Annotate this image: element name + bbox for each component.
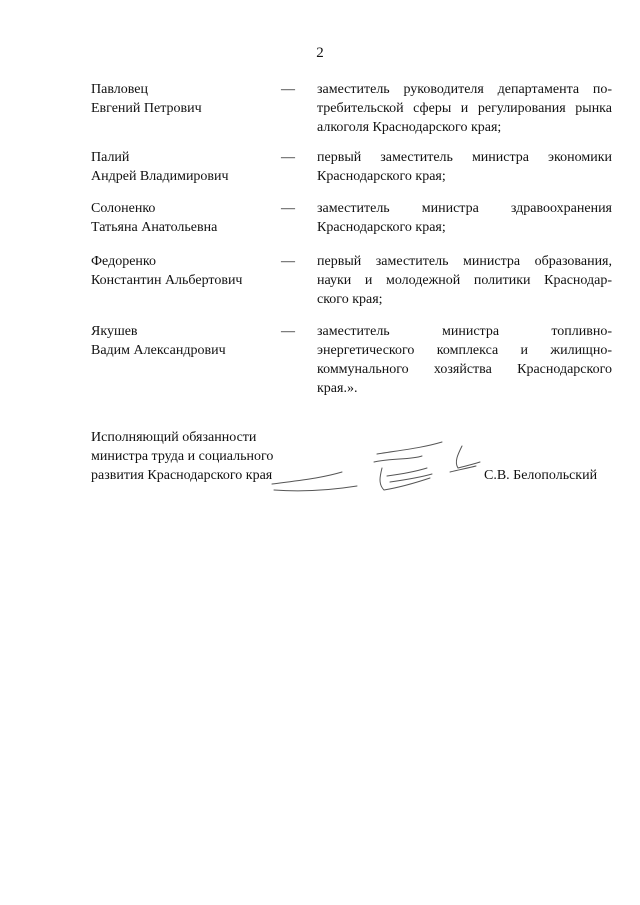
- given-names: Андрей Владимирович: [91, 169, 229, 184]
- role-line: заместитель министра топливно-: [317, 324, 612, 339]
- role-line: ского края;: [317, 292, 383, 307]
- signatory-title: [91, 428, 273, 485]
- role-line: науки и молодежной политики Краснодар-: [317, 273, 612, 288]
- person-name: [91, 252, 281, 290]
- role-line: края.».: [317, 381, 358, 396]
- title-line: министра труда и социального: [91, 449, 274, 464]
- role-line: заместитель руководителя департамента по-: [317, 82, 612, 97]
- dash: —: [281, 324, 295, 339]
- signatory-name: С.В. Белопольский: [484, 468, 598, 483]
- role-line: требительской сферы и регулирования рынка: [317, 101, 612, 116]
- position-description: [317, 199, 612, 237]
- dash: —: [281, 150, 295, 165]
- person-name: [91, 148, 281, 186]
- role-line: энергетического комплекса и жилищно-: [317, 343, 612, 358]
- surname: Павловец: [91, 82, 148, 97]
- handwritten-signature: [262, 432, 492, 502]
- role-line: коммунального хозяйства Краснодарского: [317, 362, 612, 377]
- surname: Солоненко: [91, 201, 156, 216]
- position-description: [317, 252, 612, 309]
- surname: Якушев: [91, 324, 138, 339]
- person-name: [91, 322, 281, 360]
- title-line: Исполняющий обязанности: [91, 430, 257, 445]
- surname: Палий: [91, 150, 130, 165]
- role-line: Краснодарского края;: [317, 220, 446, 235]
- given-names: Татьяна Анатольевна: [91, 220, 218, 235]
- role-line: алкоголя Краснодарского края;: [317, 120, 502, 135]
- role-line: первый заместитель министра образования,: [317, 254, 612, 269]
- role-line: первый заместитель министра экономики: [317, 150, 612, 165]
- surname: Федоренко: [91, 254, 157, 269]
- given-names: Вадим Александрович: [91, 343, 226, 358]
- page-number: 2: [316, 45, 324, 61]
- given-names: Евгений Петрович: [91, 101, 202, 116]
- given-names: Константин Альбертович: [91, 273, 243, 288]
- position-description: [317, 322, 612, 398]
- dash: —: [281, 82, 295, 97]
- position-description: [317, 148, 612, 186]
- person-name: [91, 80, 281, 118]
- role-line: заместитель министра здравоохранения: [317, 201, 612, 216]
- role-line: Краснодарского края;: [317, 169, 446, 184]
- position-description: [317, 80, 612, 137]
- title-line: развития Краснодарского края: [91, 468, 273, 483]
- dash: —: [281, 254, 295, 269]
- dash: —: [281, 201, 295, 216]
- person-name: [91, 199, 281, 237]
